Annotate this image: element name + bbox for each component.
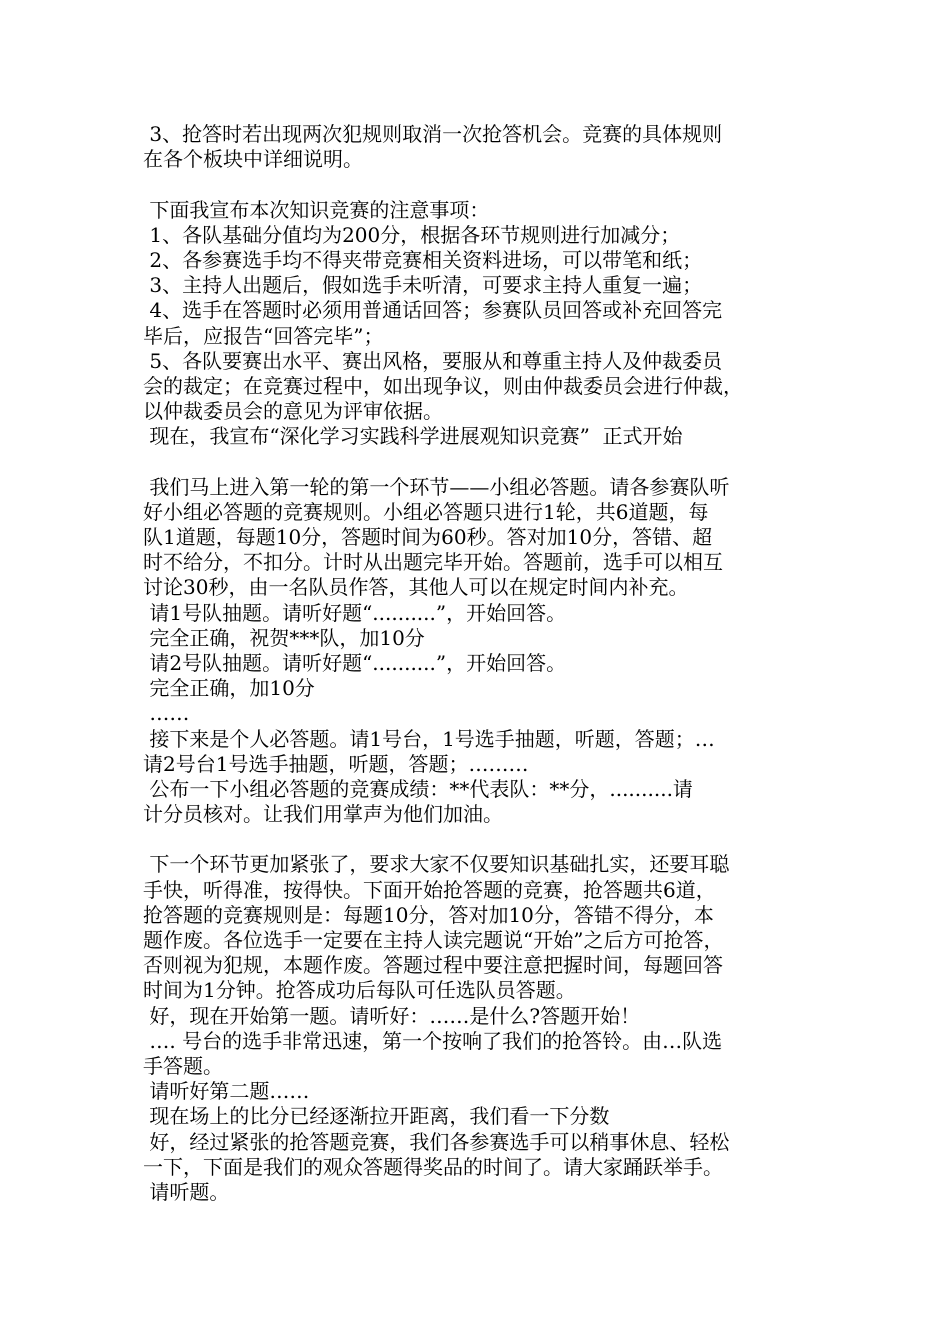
text-line: 请2号队抽题。请听好题“..........”，开始回答。: [143, 650, 567, 675]
text-line: 时间为1分钟。抢答成功后每队可任选队员答题。: [143, 978, 576, 1003]
text-line: 手快，听得准，按得快。下面开始抢答题的竞赛，抢答题共6道，: [143, 877, 716, 902]
text-line: 接下来是个人必答题。请1号台，1号选手抽题，听题，答题；…: [143, 726, 715, 751]
text-line: …. 号台的选手非常迅速，第一个按响了我们的抢答铃。由…队选: [143, 1028, 723, 1053]
text-line: 计分员核对。让我们用掌声为他们加油。: [143, 802, 503, 827]
text-line: 4、选手在答题时必须用普通话回答；参赛队员回答或补充回答完: [143, 298, 723, 323]
text-line: 下一个环节更加紧张了，要求大家不仅要知识基础扎实，还要耳聪: [143, 852, 730, 877]
text-line: 3、抢答时若出现两次犯规则取消一次抢答机会。竞赛的具体规则: [143, 122, 723, 146]
text-line: 2、各参赛选手均不得夹带竞赛相关资料进场，可以带笔和纸；: [143, 247, 703, 272]
text-line: 抢答题的竞赛规则是：每题10分，答对加10分，答错不得分，本: [143, 902, 714, 927]
text-line: 请2号台1号选手抽题，听题，答题；………: [143, 751, 529, 776]
text-line: 3、主持人出题后，假如选手未听清，可要求主持人重复一遍；: [143, 273, 703, 298]
text-line: 请听好第二题……: [143, 1079, 310, 1104]
text-line: 会的裁定；在竞赛过程中，如出现争议，则由仲裁委员会进行仲裁，: [143, 373, 743, 398]
text-line: 在各个板块中详细说明。: [143, 147, 363, 172]
text-line: 请听题。: [143, 1179, 230, 1204]
text-line: 现在场上的比分已经逐渐拉开距离，我们看一下分数: [143, 1104, 610, 1129]
text-line: 下面我宣布本次知识竞赛的注意事项：: [143, 197, 490, 222]
text-line: 5、各队要赛出水平、赛出风格，要服从和尊重主持人及仲裁委员: [143, 348, 723, 373]
blank-line: [143, 172, 823, 197]
text-line: 请1号队抽题。请听好题“..........”，开始回答。: [143, 600, 567, 625]
text-line: 手答题。: [143, 1053, 223, 1078]
text-line: 讨论30秒，由一名队员作答，其他人可以在规定时间内补充。: [143, 575, 689, 600]
text-line: 好小组必答题的竞赛规则。小组必答题只进行1轮，共6道题，每: [143, 499, 709, 524]
text-line: 好，现在开始第一题。请听好：……是什么?答题开始！: [143, 1003, 641, 1028]
document-body: [143, 122, 823, 1205]
text-line: ……: [143, 701, 190, 726]
text-line: 好，经过紧张的抢答题竞赛，我们各参赛选手可以稍事休息、轻松: [143, 1129, 730, 1154]
text-line: 毕后，应报告“回答完毕”；: [143, 323, 384, 348]
blank-line: [143, 827, 823, 852]
blank-line: [143, 449, 823, 474]
text-line: 我们马上进入第一轮的第一个环节——小组必答题。请各参赛队听: [143, 474, 730, 499]
text-line: 公布一下小组必答题的竞赛成绩：**代表队：**分，..........请: [143, 776, 693, 801]
text-line: 题作废。各位选手一定要在主持人读完题说“开始”之后方可抢答，: [143, 928, 724, 952]
text-line: 1、各队基础分值均为200分，根据各环节规则进行加减分；: [143, 222, 681, 247]
text-line: 以仲裁委员会的意见为评审依据。: [143, 399, 443, 424]
text-line: 完全正确，祝贺***队，加10分: [143, 625, 425, 650]
text-line: 一下，下面是我们的观众答题得奖品的时间了。请大家踊跃举手。: [143, 1154, 723, 1179]
text-line: 队1道题，每题10分，答题时间为60秒。答对加10分，答错、超: [143, 525, 713, 549]
text-line: 否则视为犯规，本题作废。答题过程中要注意把握时间，每题回答: [143, 953, 723, 978]
text-line: 现在，我宣布“深化学习实践科学进展观知识竞赛” 正式开始: [143, 424, 683, 449]
text-line: 时不给分，不扣分。计时从出题完毕开始。答题前，选手可以相互: [143, 550, 723, 575]
text-line: 完全正确，加10分: [143, 676, 315, 701]
